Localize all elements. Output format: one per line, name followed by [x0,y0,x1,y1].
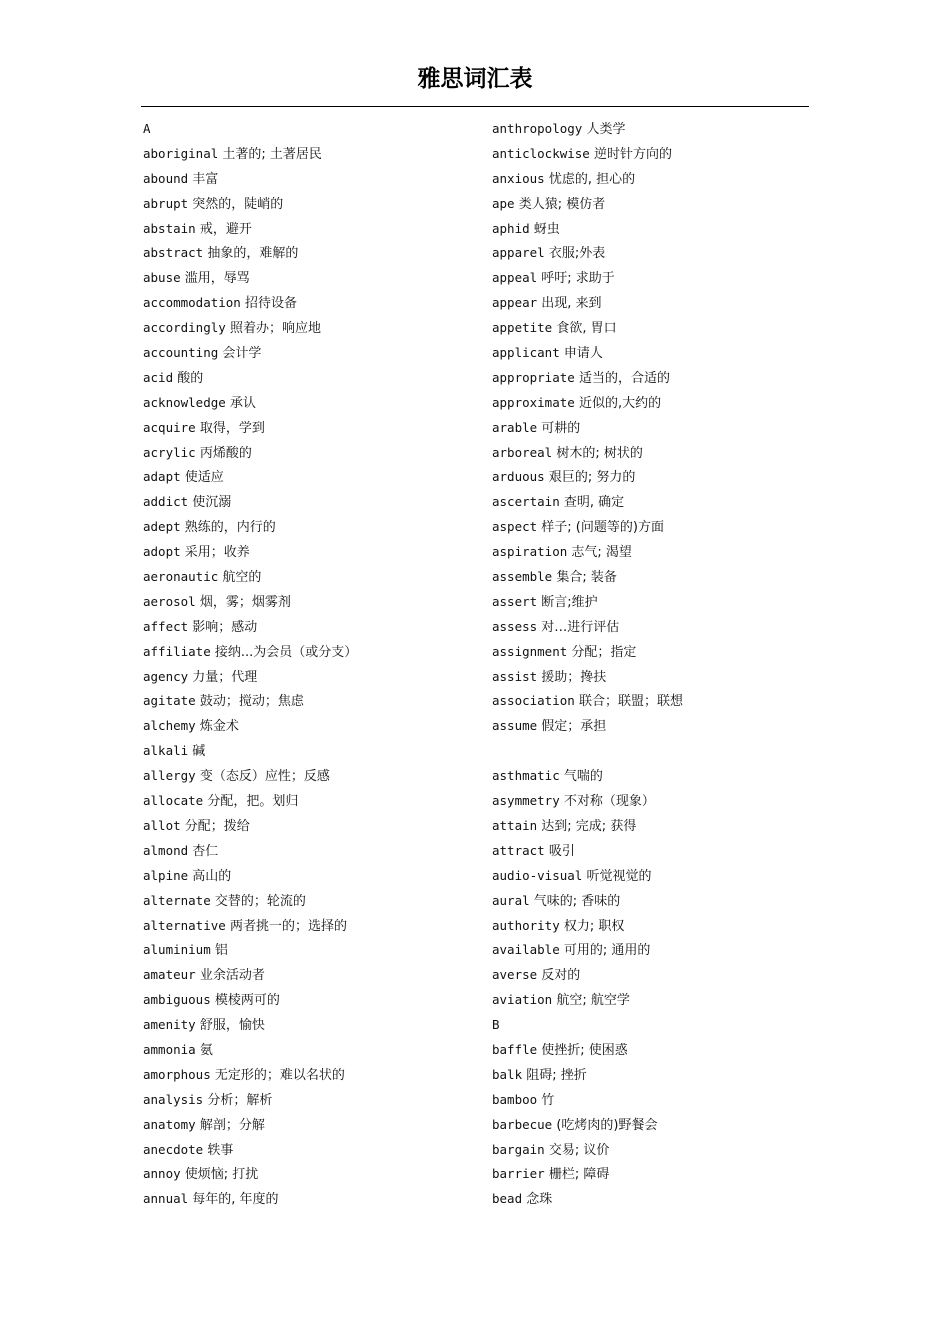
entry-meaning: 模棱两可的 [214,993,280,1009]
vocabulary-entry [492,764,822,789]
vocabulary-entry [143,839,473,864]
entry-meaning: 可用的; 通用的 [563,943,651,959]
entry-meaning: 栅栏; 障碍 [548,1167,610,1183]
entry-word: anatomy [143,1116,196,1132]
entry-word: A [143,121,151,136]
vocabulary-entry [492,241,822,266]
vocabulary-entry [492,714,822,739]
vocabulary-entry [492,565,822,590]
entry-meaning: 树木的; 树状的 [556,445,643,461]
entry-meaning: 达到; 完成; 获得 [541,818,637,834]
entry-meaning: 铝 [214,943,228,959]
entry-meaning: 酸的 [177,370,204,386]
entry-word: accounting [143,345,219,361]
entry-word: aeronautic [143,569,219,585]
vocabulary-entry [143,864,473,889]
entry-word: assert [492,593,538,609]
vocabulary-entry [492,814,822,839]
vocabulary-entry [143,1162,473,1187]
entry-word: asthmatic [492,768,560,784]
vocabulary-entry [143,590,473,615]
entry-meaning: 烟，雾；烟雾剂 [199,594,291,610]
right-vocabulary-column [492,117,822,1212]
vocabulary-entry [143,1088,473,1113]
entry-meaning: 断言;维护 [541,594,598,610]
entry-word: acid [143,369,174,385]
entry-meaning: 炼金术 [199,719,239,735]
entry-word: bamboo [492,1091,538,1107]
entry-meaning: 业余活动者 [199,968,265,984]
vocabulary-entry [492,689,822,714]
entry-word: ape [492,195,515,211]
entry-word: anecdote [143,1141,204,1157]
entry-word: appeal [492,270,538,286]
vocabulary-entry [492,864,822,889]
entry-meaning: 采用；收养 [184,545,250,561]
entry-meaning: 可耕的 [541,420,581,436]
vocabulary-entry [143,241,473,266]
vocabulary-entry [492,490,822,515]
entry-meaning: 逆时针方向的 [593,146,672,162]
entry-word: allocate [143,793,204,809]
entry-meaning: 丰富 [192,171,219,187]
entry-meaning: 高山的 [192,868,232,884]
entry-meaning: 不对称（现象） [563,794,655,810]
vocabulary-entry [492,192,822,217]
vocabulary-entry [492,515,822,540]
vocabulary-entry [143,764,473,789]
entry-word: arable [492,419,538,435]
entry-meaning: 力量；代理 [192,669,258,685]
entry-meaning: 念珠 [526,1192,553,1208]
entry-meaning: 出现, 来到 [541,296,602,312]
entry-word: allot [143,817,181,833]
vocabulary-entry [492,117,822,142]
entry-meaning: 抽象的，难解的 [207,246,299,262]
entry-meaning: 分配；指定 [571,644,637,660]
entry-meaning: 取得，学到 [199,420,265,436]
entry-meaning: 交替的；轮流的 [214,893,306,909]
entry-word: alternative [143,917,226,933]
entry-meaning: 使烦恼; 打扰 [184,1167,259,1183]
entry-meaning: 蚜虫 [533,221,560,237]
entry-word: adopt [143,544,181,560]
entry-word: approximate [492,394,575,410]
entry-word: assignment [492,643,568,659]
entry-meaning: 舒服，愉快 [199,1018,265,1034]
entry-word: audio-visual [492,867,583,883]
vocabulary-entry [143,291,473,316]
vocabulary-entry [492,889,822,914]
entry-meaning: 假定；承担 [541,719,607,735]
entry-meaning: 气味的; 香味的 [533,893,621,909]
entry-word: accommodation [143,295,241,311]
entry-word: abstain [143,220,196,236]
vocabulary-entry [143,714,473,739]
entry-meaning: 对…进行评估 [541,619,620,635]
vocabulary-entry [492,366,822,391]
entry-word: appear [492,295,538,311]
entry-word: assist [492,668,538,684]
entry-word: appetite [492,320,553,336]
vocabulary-entry [143,938,473,963]
vocabulary-entry [143,441,473,466]
vocabulary-entry [492,416,822,441]
entry-meaning: 交易; 议价 [548,1142,610,1158]
entry-word: anxious [492,170,545,186]
entry-word: almond [143,842,189,858]
vocabulary-entry [143,341,473,366]
vocabulary-entry [492,142,822,167]
vocabulary-entry [143,266,473,291]
entry-word: abuse [143,270,181,286]
entry-meaning: 照着办；响应地 [229,321,321,337]
entry-word: adept [143,519,181,535]
vocabulary-entry [492,839,822,864]
entry-word: aboriginal [143,145,219,161]
entry-meaning: 类人猿; 模仿者 [518,196,606,212]
entry-meaning: 招待设备 [244,296,297,312]
entry-word: ascertain [492,494,560,510]
entry-word: aphid [492,220,530,236]
vocabulary-entry [143,615,473,640]
entry-meaning: 艰巨的; 努力的 [548,470,636,486]
vocabulary-entry [492,914,822,939]
entry-meaning: 申请人 [563,346,603,362]
entry-word: adapt [143,469,181,485]
vocabulary-entry [143,391,473,416]
entry-word: assess [492,618,538,634]
entry-word: B [492,1017,500,1033]
entry-word: ambiguous [143,992,211,1008]
entry-word: asymmetry [492,793,560,809]
entry-meaning: 阻碍; 挫折 [526,1067,587,1083]
entry-word: baffle [492,1041,538,1057]
entry-word: ammonia [143,1041,196,1057]
entry-word: averse [492,967,538,983]
vocabulary-entry [143,142,473,167]
entry-word: analysis [143,1091,204,1107]
vocabulary-entry [492,739,822,764]
vocabulary-entry [143,963,473,988]
entry-word: annual [143,1191,189,1207]
entry-meaning: 援助；搀扶 [541,669,607,685]
entry-meaning: (吃烤肉的)野餐会 [556,1117,658,1133]
entry-word: affiliate [143,643,211,659]
vocabulary-entry [143,665,473,690]
entry-word: amenity [143,1017,196,1033]
entry-meaning: 分析；解析 [207,1092,273,1108]
vocabulary-entry [143,117,473,142]
vocabulary-entry [143,465,473,490]
vocabulary-entry [143,814,473,839]
entry-meaning: 接纳...为会员（或分支） [214,644,358,660]
entry-word: aspect [492,519,538,535]
entry-word: alchemy [143,718,196,734]
entry-meaning: 使沉溺 [192,495,232,511]
entry-word: aviation [492,992,553,1008]
entry-word: applicant [492,345,560,361]
entry-word: aural [492,892,530,908]
entry-meaning: 查明, 确定 [563,495,625,511]
entry-word: annoy [143,1166,181,1182]
entry-meaning: 分配，把。划归 [207,794,299,810]
vocabulary-entry [492,1013,822,1038]
vocabulary-entry [492,266,822,291]
entry-word: anticlockwise [492,145,590,161]
entry-meaning: 食欲, 胃口 [556,321,617,337]
vocabulary-entry [143,889,473,914]
entry-meaning: 听觉视觉的 [586,868,652,884]
entry-meaning: 熟练的，内行的 [184,520,276,536]
vocabulary-entry [143,1138,473,1163]
entry-meaning: 每年的, 年度的 [192,1192,279,1208]
vocabulary-entry [492,665,822,690]
entry-meaning: 戒，避开 [199,221,252,237]
vocabulary-entry [492,789,822,814]
vocabulary-entry [143,192,473,217]
vocabulary-entry [492,988,822,1013]
entry-word: addict [143,494,189,510]
entry-word: bargain [492,1141,545,1157]
entry-meaning: 两者挑一的；选择的 [229,918,347,934]
entry-word: agitate [143,693,196,709]
vocabulary-entry [492,1138,822,1163]
entry-word: aerosol [143,593,196,609]
entry-word: amateur [143,967,196,983]
vocabulary-entry [492,291,822,316]
entry-meaning: 杏仁 [192,843,219,859]
entry-meaning: 权力; 职权 [563,918,625,934]
entry-meaning: 滥用，辱骂 [184,271,250,287]
entry-meaning: 突然的，陡峭的 [192,196,284,212]
vocabulary-entry [143,565,473,590]
entry-word: available [492,942,560,958]
vocabulary-entry [492,1113,822,1138]
entry-meaning: 会计学 [222,346,262,362]
entry-word: arboreal [492,444,553,460]
title-divider [141,106,809,107]
entry-meaning: 轶事 [207,1142,234,1158]
entry-meaning: 联合；联盟；联想 [578,694,683,710]
entry-word: acknowledge [143,394,226,410]
vocabulary-entry [143,416,473,441]
entry-meaning: 航空; 航空学 [556,993,630,1009]
entry-word: amorphous [143,1066,211,1082]
entry-meaning: 人类学 [586,122,626,137]
vocabulary-entry [492,938,822,963]
entry-meaning: 气喘的 [563,769,603,785]
entry-word: aluminium [143,942,211,958]
vocabulary-entry [492,1162,822,1187]
entry-meaning: 呼吁; 求助于 [541,271,615,287]
entry-word: alternate [143,892,211,908]
vocabulary-entry [143,1187,473,1212]
entry-meaning: 影响；感动 [192,619,258,635]
entry-word: acquire [143,419,196,435]
entry-word: assume [492,718,538,734]
vocabulary-entry [492,391,822,416]
page-title: 雅思词汇表 [417,66,533,92]
entry-word: barbecue [492,1116,553,1132]
vocabulary-entry [492,540,822,565]
entry-word: bead [492,1191,523,1207]
entry-meaning: 反对的 [541,968,581,984]
vocabulary-entry [143,316,473,341]
entry-word: affect [143,618,189,634]
entry-word: authority [492,917,560,933]
entry-meaning: 分配；拨给 [184,818,250,834]
vocabulary-entry [492,1088,822,1113]
entry-word: abrupt [143,195,189,211]
entry-meaning: 承认 [229,395,256,411]
entry-word: alkali [143,743,189,759]
vocabulary-entry [492,1063,822,1088]
entry-word: assemble [492,569,553,585]
entry-meaning: 近似的,大约的 [578,395,662,411]
entry-meaning: 样子; (问题等的)方面 [541,520,664,536]
entry-meaning: 航空的 [222,570,262,586]
entry-word: acrylic [143,444,196,460]
vocabulary-entry [143,1113,473,1138]
vocabulary-entry [143,689,473,714]
vocabulary-entry [492,615,822,640]
entry-word: alpine [143,867,189,883]
entry-meaning: 土著的; 土著居民 [222,146,322,162]
vocabulary-entry [492,341,822,366]
entry-meaning: 使适应 [184,470,224,486]
entry-meaning: 集合; 装备 [556,570,617,586]
vocabulary-entry [143,739,473,764]
vocabulary-entry [492,1187,822,1212]
vocabulary-entry [492,1038,822,1063]
vocabulary-entry [143,1013,473,1038]
entry-meaning: 适当的，合适的 [578,370,670,386]
vocabulary-entry [492,316,822,341]
entry-word: appropriate [492,369,575,385]
entry-word: arduous [492,469,545,485]
entry-meaning: 无定形的；难以名状的 [214,1067,345,1083]
entry-word: apparel [492,245,545,261]
entry-meaning: 氨 [199,1042,213,1058]
entry-meaning: 吸引 [548,843,575,859]
entry-word: association [492,693,575,709]
vocabulary-entry [143,167,473,192]
entry-word: allergy [143,768,196,784]
vocabulary-entry [492,640,822,665]
vocabulary-entry [143,366,473,391]
vocabulary-entry [143,540,473,565]
entry-meaning: 衣服;外表 [548,246,606,262]
entry-meaning: 忧虑的, 担心的 [548,171,636,187]
vocabulary-entry [143,914,473,939]
vocabulary-entry [143,640,473,665]
vocabulary-entry [492,963,822,988]
vocabulary-entry [143,217,473,242]
entry-word: attain [492,817,538,833]
left-vocabulary-column [143,117,473,1212]
entry-word: aspiration [492,544,568,560]
entry-word: abstract [143,245,204,261]
vocabulary-entry [143,515,473,540]
vocabulary-entry [143,988,473,1013]
vocabulary-entry [492,465,822,490]
entry-word: balk [492,1066,523,1082]
vocabulary-entry [492,590,822,615]
entry-meaning: 使挫折; 使困惑 [541,1042,628,1058]
entry-word: attract [492,842,545,858]
entry-word: agency [143,668,189,684]
vocabulary-entry [143,789,473,814]
vocabulary-entry [492,167,822,192]
entry-meaning: 解剖；分解 [199,1117,265,1133]
entry-word: anthropology [492,121,583,136]
entry-meaning: 竹 [541,1092,555,1108]
vocabulary-entry [492,217,822,242]
entry-word: abound [143,170,189,186]
vocabulary-entry [492,441,822,466]
entry-meaning: 志气; 渴望 [571,545,632,561]
entry-meaning: 变（态反）应性；反感 [199,769,330,785]
entry-meaning: 丙烯酸的 [199,445,252,461]
vocabulary-entry [143,1063,473,1088]
entry-word: barrier [492,1166,545,1182]
vocabulary-entry [143,490,473,515]
vocabulary-entry [143,1038,473,1063]
entry-word: accordingly [143,320,226,336]
entry-meaning: 鼓动；搅动；焦虑 [199,694,304,710]
entry-meaning: 碱 [192,744,206,760]
